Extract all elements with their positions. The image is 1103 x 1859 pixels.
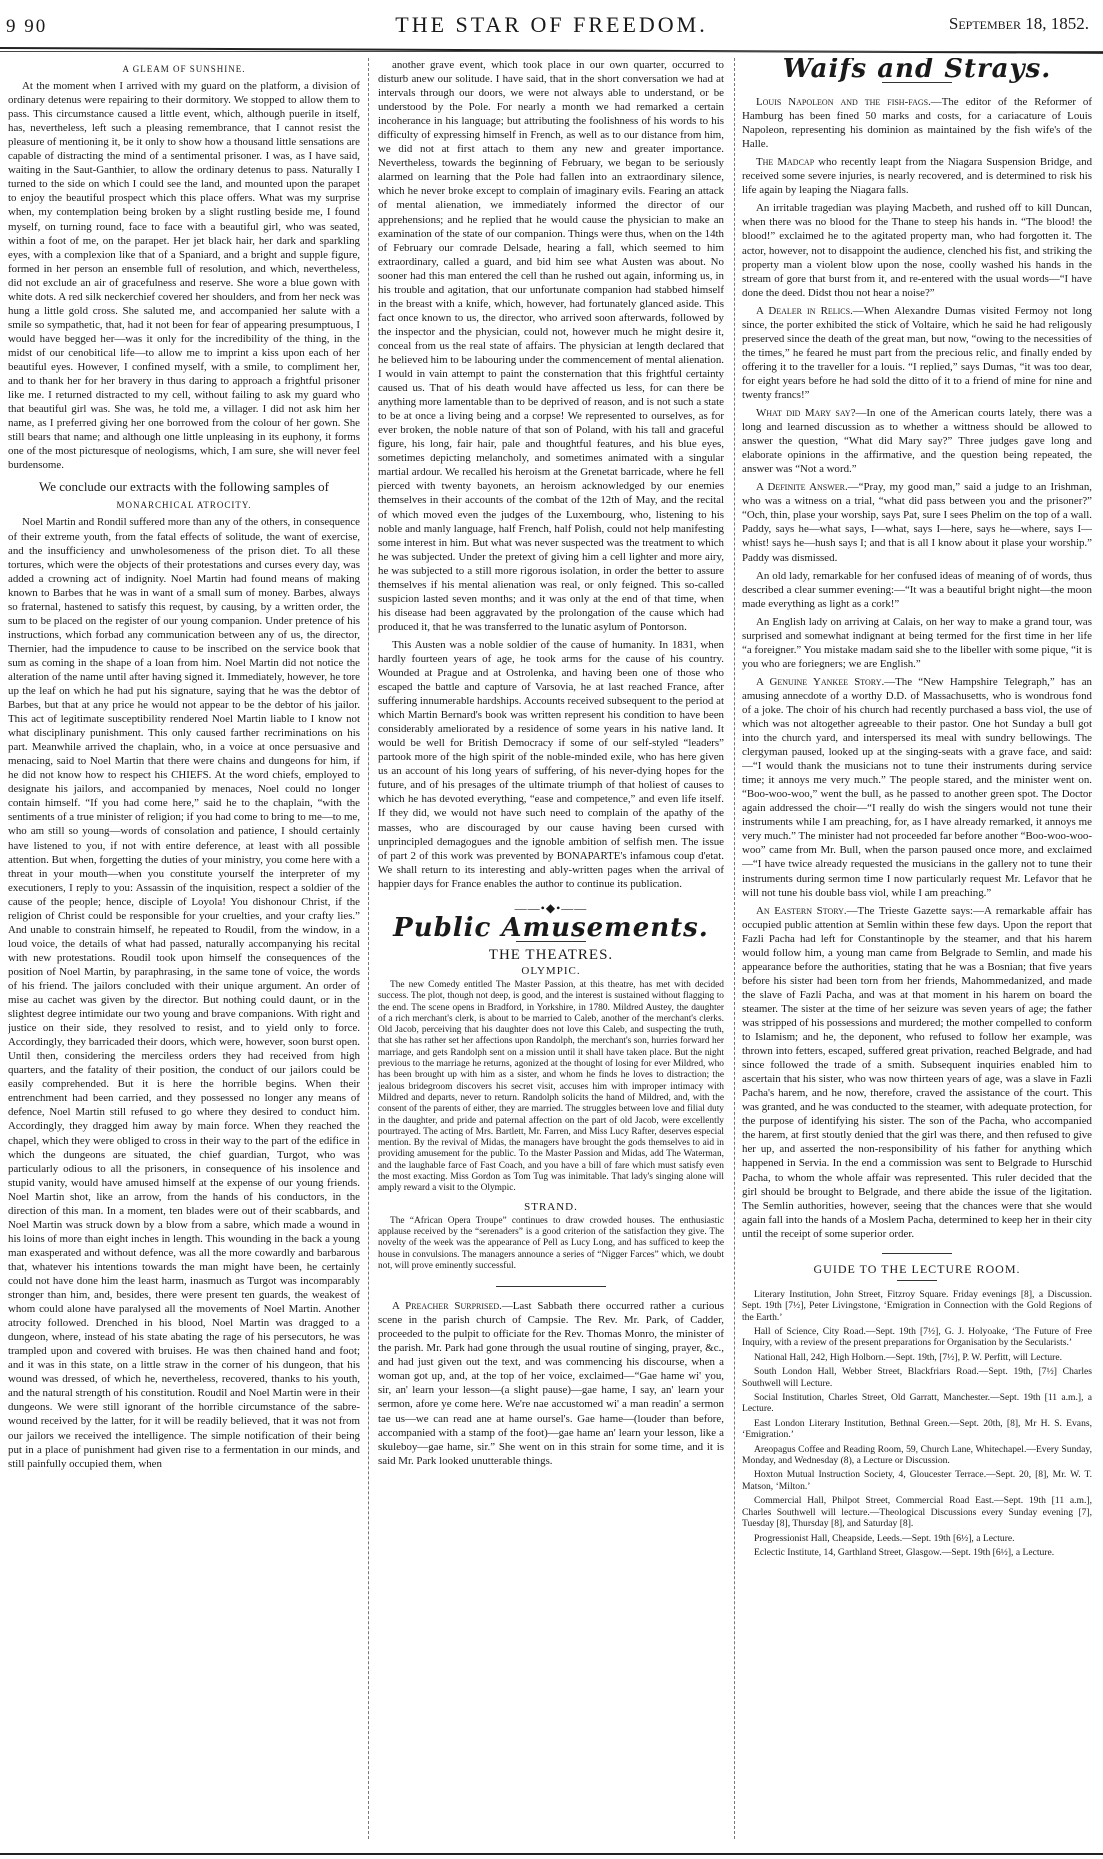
divider [882, 1253, 952, 1254]
item-text: —Last Sabbath there occurred rather a curious scene in the parish church of Campsie. The Rev. Mr. Park, of Cadder, proceeded to the pulpit to officiate for the Rev. Thomas Monro, the minister of the parish. Mr. Park had gone through the usual routine of singing, prayer, &c., and had just given out the text, and was commencing his discourse, when a woman got up, and, at the top of her voice, exclaimed—“Gae hame wi' you, sir, an' learn your lesson—(a slight pause)—gae hame, I say, an' learn your sermon, afore ye come here. We're nae accustomed wi' a man readin' a sermon tae us—we can read ane at hame oursel's. Gae hame—(louder than before, accompanied with a stamp of the foot)—gae hame an' learn your lesson, like a skuleboy—gae hame, sir.” She went on in this strain for some time, and it is said Mr. Park looked unutterable things. [378, 1300, 724, 1467]
lecture-entry: Progressionist Hall, Cheapside, Leeds.—Sept. 19th [6½], a Lecture. [754, 1532, 1015, 1544]
article-paragraph: Noel Martin and Rondil suffered more than any of the others, in consequence of their extreme youth, from the fatal effects of solitude, the want of exercise, and the insufficiency and unwholesomeness of the prison diet. To all these tortures, which were the objects of their protestations and curses every day, was added a crowning act of indignity. Noel Martin had found means of making known to Barbes that he was in want of a small sum of money. Barbes, always so fraternal, hastened to satisfy this request, by causing, by a written order, the sum to be placed on the register of our young companion. Under pretence of his instructions, which forbad any communication between any of us, the director, Thernier, had the impudence to cause to be inscribed on the service book that sum as coming in the shape of a loan from him. Noel Martin did not notice the alteration of the name until after having signed it. Immediately, however, he tore up the leaf on which he had put his signature, saying that he was the debtor of Barbes, but that at any price he would not appear to be the debtor of his jailor. This act of legitimate susceptibility rendered Noel Martin liable to I know not what disciplinary punishment. This only caused farther recriminations on his part. Meanwhile arrived the chaplain, who, in a voice at once persuasive and menacing, said to Noel Martin that there were chains and dungeons for him, if he did not know how to respect his CHIEFS. At the word chiefs, employed to designate his jailors, and accompanied by menaces, Noel could no longer contain himself. “If you had come here,” said he to the chaplain, “with the sentiments of a true minister of religion; if you had come to bring to me—to me, who am still so young—words of consolation and patience, I should certainly have listened to you, if not with entire deference, at least with all possible attention. But when, forgetting the duties of your ministry, you come here with a threat in your mouth—when you constitute yourself the interpreter of my executioners, I reply to you: Assassin of the inquisition, respect a soldier of the cause of the people; hence, disciple of Loyola! You dishonour Christ, if the religion of Christ could be responsible for your cruelties, and your crafty lies.” And unable to constrain himself, he repeated to Roudil, from the window, in a loud voice, the details of what had passed, naturally accompanying his recital with new protestations. Roudil took upon himself the consequences of the position of Noel Martin, by paraphrasing, in the same tone of voice, the words of his friend. The jailors concluded with their unique argument. An order of mise au cachet was given by the director. But nothing could daunt, or in the slightest degree intimidate our two young and brave companions. With right and justice on their side, they resolved to resist, and to yield only to force. Accordingly, they barricaded their doors, which were, however, soon burst open. Until then, considering the merciless orders they had received from high quarters, and the fatality of their position, the conduct of our jailors could be easily comprehended. But it is here the horrible begins. When their entrenchment had been carried, and they possessed no longer any means of defence, Noel Martin still refused to go where they desired to conduct him. Accordingly, they dragged him away by main force. When they reached the chapel, which they were obliged to cross in their way to the part of the edifice in which the dungeons are situated, the chief guardian, Turgot, who was particularly odious to all the prisoners, in consequence of his insolence and stupid vanity, would have amused himself at the expense of our young friends. Noel Martin shot, like an arrow, from the hands of his conductors, in the direction of this man. In a moment, ten blades were out of their scabbards, and Noel Martin was struck down by a blow from a sabre, which made a wound in his loins of more than eight inches in length. This wounding in the back a young man exasperated and without defence, was all the more cowardly and barbarous that, whatever his intentions towards the man might have been, he certainly could not have done him the least harm, inasmuch as Turgot was incomparably stronger than him, and, besides, there were present ten guards, the weakest of whom could alone have paralysed all the movements of Noel Martin. Another atrocity followed. Drenched in his blood, Noel Martin was dragged to a dungeon, where, instead of his state abating the rage of his persecutors, he was trampled upon and covered with bruises. He was then chained hand and foot; and it was in this state, on a little straw in the corner of his dungeon, that his wound was dressed, of which he, nevertheless, recovered, thanks to his youth, and the natural strength of his constitution. Roudil and Noel Martin were in their dungeons. We were still ignorant of the horrible circumstance of the sabre-wound received by the latter, for it will be readily believed, that it was not from our jailors we received the intelligence. The simple notification of their being put in a place of punishment had given rise to a fermentation in our minds, and still painfully occupied them, when [8, 516, 360, 1470]
lecture-entry: Hall of Science, City Road.—Sept. 19th [7½], G. J. Holyoake, ‘The Future of Free Inquiry, with a review of the present preparations for Organisation by the Secularists.’ [742, 1326, 1092, 1349]
section-heading-public-amusements: Public Amusements. [393, 912, 709, 943]
column-left [8, 58, 360, 1851]
review-olympic [378, 980, 724, 1195]
newspaper-title: THE STAR OF FREEDOM. [395, 12, 708, 37]
column-divider [368, 58, 369, 1839]
lecture-entry: Hoxton Mutual Instruction Society, 4, Gloucester Terrace.—Sept. 20, [8], Mr. W. T. Matson, ‘Milton.’ [742, 1469, 1092, 1492]
lecture-entry: East London Literary Institution, Bethnal Green.—Sept. 20th, [8], Mr H. S. Evans, ‘Emigration.’ [742, 1417, 1092, 1441]
review-strand [378, 1216, 724, 1272]
transition-line: We conclude our extracts with the following samples of [39, 479, 329, 495]
lecture-entry: Areopagus Coffee and Reading Room, 59, Church Lane, Whitechapel.—Every Sunday, Monday, and Wednesday (8), a Lecture or Discussion. [742, 1443, 1092, 1467]
article-paragraph: The “African Opera Troupe” continues to draw crowded houses. The enthusiastic applause received by the “serenaders” is a good criterion of the satisfaction they give. The novelty of the week was the appearance of Pell as Lucy Long, and has sufficed to keep the house in convulsions. The managers announce a series of “Nigger Farces” which, we doubt not, will prove eminently successful. [378, 1215, 724, 1271]
subheading-strand: STRAND. [524, 1200, 578, 1213]
section-heading-lecture-guide: GUIDE TO THE LECTURE ROOM. [813, 1261, 1021, 1276]
section-heading-gleam: A GLEAM OF SUNSHINE. [122, 64, 246, 74]
column-divider [734, 58, 735, 1839]
list-item: Louis Napoleon and the fish-fags.—The editor of the Reformer of Hamburg has been fined 50 marks and costs, for a cariacature of Louis Napoleon, representing his dominion as maintained by the fish wife's of the Halle. [742, 96, 1092, 151]
lecture-guide-list [742, 1289, 1092, 1559]
lecture-entry: Literary Institution, John Street, Fitzroy Square. Friday evenings [8], a Discussion. Sept. 19th [7½], Peter Livingstone, ‘Emigration in Connection with the Gold Regions of the Earth.’ [742, 1288, 1092, 1323]
article-paragraph: The new Comedy entitled The Master Passion, at this theatre, has met with decided success. The plot, though not deep, is good, and the interest is sustained without flagging to the end. The scene opens in Bradford, in Yorkshire, in 1780. Mildred Austey, the daughter of a rich merchant's clerk, is about to be married to Caleb, another of the merchant's clerks. Old Jacob, perceiving that his daughter does not love this Caleb, and suspecting the truth, that she has rather set her affections upon Randolph, the merchant's son, hurries forward her marriage, and gets Randolph sent on a mission until it shall have taken place. But the night previous to the marriage he returns, agonized at the thought of losing for ever Mildred, who has been brought up with him as a sister, and whom he finds he loves to distraction; the jealous bridegroom discovers his secret visit, accuses him with improper intimacy with Mildred and departs, never to return. Randolph solicits the hand of Mildred, and, with the consent of the parents of either, they are married. The struggles between love and filial duty in the daughter, and pride and paternal affection on the part of old Jacob, were excellently pourtrayed. The acting of Mrs. Bartlett, Mr. Farren, and Miss Lucy Rafter, deserves especial mention. By the revival of Midas, the managers have brought the gods themselves to aid in providing amusement for the public. To the Master Passion and Midas, add The Waterman, and the laughable farce of Fast Coach, and you have a bill of fare which must satisfy even the most exacting. Miss Gordon as Tom Tug was inimitable. That lady's singing alone will amply reward a visit to the Olympic. [378, 979, 724, 1194]
footer-rule [0, 1853, 1103, 1855]
divider [897, 1280, 937, 1281]
article-paragraph: another grave event, which took place in our own quarter, occurred to disturb anew our solitude. I have said, that in the short conversation we had at intervals through our doors, we were not always able to understand, or be understood by the Pole. For nearly a month we had remarked a certain incoherance in his language; but attributing the foolishness of his words to his difficulty of expressing himself in French, as well as to our distance from him, we did not at first attach to them any new and greater importance. Nevertheless, towards the beginning of February, we began to be seriously alarmed on learning that the Pole had fallen into an extraordinary silence, which he never broke except to complain of imaginary evils. Fearing an attack of mental alienation, we immediately informed the director of our apprehensions; and he replied that he would cause the physician to make an examination of the state of our companion. Things were thus, when on the 14th of February our comrade Delsade, hearing a fall, which seemed to him extraordinary, called a guard, and bid him see what Austen was about. No sooner had this man entered the cell than he rushed out again, informing us, in his trouble and agitation, that our unfortunate companion had stabbed himself in the breast with a knife, which, however, had fortunately glanced aside. This fact once known to us, the director, who arrived soon afterwards, followed by the inspector and the physician, could not, however much he might desire it, conceal from us the real state of affairs. The physician at length declared that he believed him to be labouring under the commencement of mental alienation. I would in vain attempt to paint the consternation that this frightful certainty caused us. That of his death would have affected us less, for can there be anything more lamentable than to be deprived of reason, and is not such a state to be at once a living being and a corpse! We represented to ourselves, as for ever broken, the noble nature of that son of Poland, with his tall and graceful figure, his long, fair hair, pale and thoughtful features, and his blue eyes, sometimes depicting melancholy, and sometimes animated with a singular martial ardour. We recalled his heroism at the Grenetat barricade, where he fell pierced with twenty bayonets, an heroism acknowledged by our enemies themselves in their accounts of the combat of the 12th of May, and the recital of which moved even the judges of the Luxembourg, who, listening to his noble and manly language, half French, half Polish, could not help manifesting some interest in him. But what was never suspected was the treatment to which he was subjected. Under the pretext of giving him a cell lighter and more airy, he was subjected to a still more rigorous isolation, in order the better to assure themselves if his mental alienation was real, or only feigned. This so-called suspicion lasted seven months; and it was only at the end of that time, when his disease had been aggravated by the prolongation of the cause which had produced it, that he was transferred to the lunatic asylum of Pontorson. [378, 59, 724, 633]
section-heading-waifs-and-strays: Waifs and Strays. [782, 58, 1052, 84]
header-rule-thin [0, 51, 1103, 52]
article-paragraph: This Austen was a noble soldier of the cause of humanity. In 1831, when hardly fourteen years of age, he took arms for the cause of his country. Wounded at Prague and at Ostrolenka, and having been one of those who escaped the battle and capture of Varsovia, he at last reached France, after suffering innumerable hardships. Accounts received subsequent to the period at which Martin Bernard's book was written represent his condition to have been considerably ameliorated by a residence of some years in his native land. It would be well for British Democracy if some of our self-styled “leaders” partook more of the high spirit of the noble-minded exile, who has here given us an account of his long years of suffering, of his never-dying hopes for the future, and of his presages of the ultimate triumph of that holiest of causes to which he has devoted everything, “ease and competence,” and even life itself. If they did, we would not have such need to complain of the apathy of the masses, who are discouraged by our cause having been cursed with unprincipled demagogues and the ignoble ambition of selfish men. The issue of part 2 of this work was prevented by BONAPARTE's infamous coup d'etat. We shall return to its interesting and ably-written pages when the arrival of happier days for France enables the author to continue its publication. [378, 638, 724, 890]
list-item: An English lady on arriving at Calais, on her way to make a grand tour, was surprised and somewhat indignant at being termed for the first time in her life “a foreigner.” You mistake madam said she to the libeller with some pique, “it is you who are foriegners; we are English.” [742, 615, 1092, 670]
ornament-divider-icon: ——•◆•—— [514, 900, 588, 915]
article-paragraph: At the moment when I arrived with my guard on the platform, a division of ordinary detenus were repairing to their dormitory. We stopped to allow them to pass. This circumstance caused a little event, which, although puerile in itself, has, nevertheless, left such a pleasing remembrance, that I cannot resist the pleasure of mentioning it, be it only to show how a thousand little sensations are capable of distracting the mind of a sentimental prisoner. I was, as I have said, waiting in the Saut-Ganthier, to allow the ordinary detenus to pass. Naturally I turned to the side on which I could see the land, and mounted upon the parapet to enjoy the beautiful prospect which this place offers. What was my surprise when, my contemplation being broken by a slight rustling beside me, I found myself, on turning round, face to face with a beautiful girl, who was seated, within a foot of me, on the parapet. Her jet black hair, her dark and sparkling eyes, with a complexion like that of a Spaniard, and a bright and supple figure, formed in her person an ensemble full of resolution, and which, nevertheless, did not exclude an air of gracefulness and reserve. She wore a blue gown with white dots. A red silk neckerchief covered her shoulders, and from her neck was hung a little gold cross. She saluted me, and accompanied her salute with a smile so sympathetic, that, had it not been for fear of appearing presumptuous, I would have begged her—was it only for the incredibility of the thing, in the midst of our cenobitical life—to allow me to imprint a kiss upon each of her beautiful eyes. However, I confined myself, with a smile, to compliment her, and to thank her for her bravery in thus daring to approach a frightful prisoner like me. I returned distracted to my cell, without failing to ask my guard who that beautiful girl was. She was, he told me, a villager. I did not ask him her name, as I preferred giving her one borrowed from the colour of her gown. She still bears that name; and although one little unpleasing in its euphony, it forms one of the most picturesque of neologisms, which, I am sure, she will never feel burdensome. [8, 80, 360, 472]
list-item: An irritable tragedian was playing Macbeth, and rushed off to kill Duncan, when there was no blood for the Thane to steep his hands in. “The blood! the blood!” exclaimed he to the agitated property man, who had forgotten it. The actor, however, not to disappoint the audience, clenched his fist, and striking the property man a violent blow upon the nose, coolly washed his hands in the stream of gore that burst from it, and re-entered with the usual words—“I have done the deed. Didst thou not hear a noise?” [742, 202, 1092, 299]
column-middle [378, 58, 724, 1851]
subheading-theatres: THE THEATRES. [488, 946, 614, 963]
lecture-entry: Eclectic Institute, 14, Garthland Street, Glasgow.—Sept. 19th [6½], a Lecture. [754, 1546, 1055, 1558]
item-lead: A Preacher Surprised. [392, 1300, 502, 1313]
list-item: The Madcap who recently leapt from the Niagara Suspension Bridge, and received some severe injuries, is nearly recovered, and is determined to risk his life again by leaping the Niagara falls. [742, 156, 1092, 197]
list-item: What did Mary say?—In one of the American courts lately, there was a long and learned discussion as to whether a wittness should be allowed to answer the question, “What did Mary say?” Three judges gave long and elaborate opinions in the affirmative, and the question being repeated, the answer was “Not a word.” [742, 407, 1092, 476]
section-heading-atrocity: MONARCHICAL ATROCITY. [116, 500, 252, 511]
list-item: A Definite Answer.—“Pray, my good man,” said a judge to an Irishman, who was a witness on a trial, “what did pass between you and the prisoner?” “Och, thin, plase your worship, says Pat, sure I sees Phelim on the top of a wall. Paddy, says he—what says, I—what, says I—here, says he—where, says I—whist! says he—hush says I; and that is all I know about it plase your worship.” Paddy was dismissed. [742, 481, 1092, 564]
list-item: A Genuine Yankee Story.—The “New Hampshire Telegraph,” has an amusing annecdote of a worthy D.D. of Massachusetts, who is wondrous fond of a joke. The choir of his church had recently purchased a bass viol, the use of which was not altogether agreeable to their pastor. One hot Sunday a bull got into the church yard, and interspersed its meal with sundry bellowings. The clergyman paused, looked up at the singing-seats with a grave face, and said:—“I would thank the musicians not to tune their instruments during service time; it annoys me very much.” The people stared, and the minister went on. “Boo-woo-woo,” went the bull, as he passed to another green spot. The Doctor again addressed the choir—“I really do wish the singers would not tune their instruments while I am preaching, for, as I have already remarked, it annoys me very much.” The minister had not proceeded far before another “Boo-woo-woo-woo” came from Mr. Bull, when the parson paused once more, and exclaimed—“I have twice already requested the musicians in the gallery not to tune their instruments during sermon time I now particularly request Mr. Lefavor that he will not tune his double bass viol, while I am preaching.” [742, 675, 1092, 899]
issue-date: September 18, 1852. [948, 14, 1089, 33]
lecture-entry: National Hall, 242, High Holborn.—Sept. 19th, [7½], P. W. Perfitt, will Lecture. [754, 1351, 1063, 1363]
divider [496, 1286, 606, 1287]
lecture-entry: South London Hall, Webber Street, Blackfriars Road.—Sept. 19th, [7½] Charles Southwell will Lecture. [742, 1366, 1092, 1389]
page-number: 9 90 [6, 16, 48, 37]
list-item: An old lady, remarkable for her confused ideas of meaning of of words, thus described a clear summer evening:—“It was a beautiful bright night—the moon made everything as light as a cork!” [742, 569, 1092, 610]
lecture-entry: Social Institution, Charles Street, Old Garratt, Manchester.—Sept. 19th [11 a.m.], a Lecture. [742, 1392, 1092, 1415]
list-item: An Eastern Story.—The Trieste Gazette says:—A remarkable affair has occupied public attention at Semlin within these few days. Upon the report that Fazli Pacha had left for Constantinople by the steamer, and that his harem would follow him, a young man came from Belgrade to Semlin, and made his appearance before the authorities, stating that he was a Bosnian; that five years before his sister had been torn from her friends, Mahommedanized, and made the slave of Fazli Pacha, and was at that moment in his harem on board the steamer. The sister at the time of her seizure was seven years of age; the father was stripped of his possessions and murdered; the mother compelled to conform to Islamism; and he, the deponent, who refused to follow her example, was thrown into fetters, escaped, suffered great privation, reached Belgrade, and had since followed the trade of a smith. Subsequent inquiries enabled him to ascertain that his sister, who was now thirteen years of age, was a slave in Fazli Pacha's harem, and he now, therefore, craved the assistance of the court. This was granted, and he was conducted to the steamer, with adequate protection, for the purpose of identifying his sister. The son of the Pacha, who accompanied the harem, at first stoutly denied that the girl was there, and then refused to give her up, and asserted the non-responsibility of his father for anything which happened in Servia. In the end a commission was sent to Belgrade to Hurschid Pacha, to whom the whole affair was represented. This ruler decided that the girl should be brought to Belgrade, and there abide the issue of the ligitation. The Semlin authorities, however, seeing that the chances were that she would again fall into the hands of a Moslem Pacha, determined to keep her in their city until the receipt of some superior order. [742, 904, 1092, 1240]
subheading-olympic: OLYMPIC. [521, 964, 581, 977]
list-item: A Dealer in Relics.—When Alexandre Dumas visited Fermoy not long since, the porter exhibited the stick of Voltaire, which he said he had religously preserved since the death of the great man, but now, “owing to the necessities of the times,” he feared he must part from the precious relic, and finally ended by offering it to the traveller for a louis. “I replied,” says Dumas, “it was too dear, for eight years before he had sold the ditto of it to a friend of mine for nine and twenty francs!” [742, 304, 1092, 401]
lecture-entry: Commercial Hall, Philpot Street, Commercial Road East.—Sept. 19th [11 a.m.], Charles Southwell will lecture.—Theological Discussions every Sunday evening [7], Tuesday [8], Thursday [8], and Saturday [8]. [742, 1495, 1092, 1530]
column-right [742, 58, 1092, 1851]
article-paragraph [378, 1299, 724, 1468]
